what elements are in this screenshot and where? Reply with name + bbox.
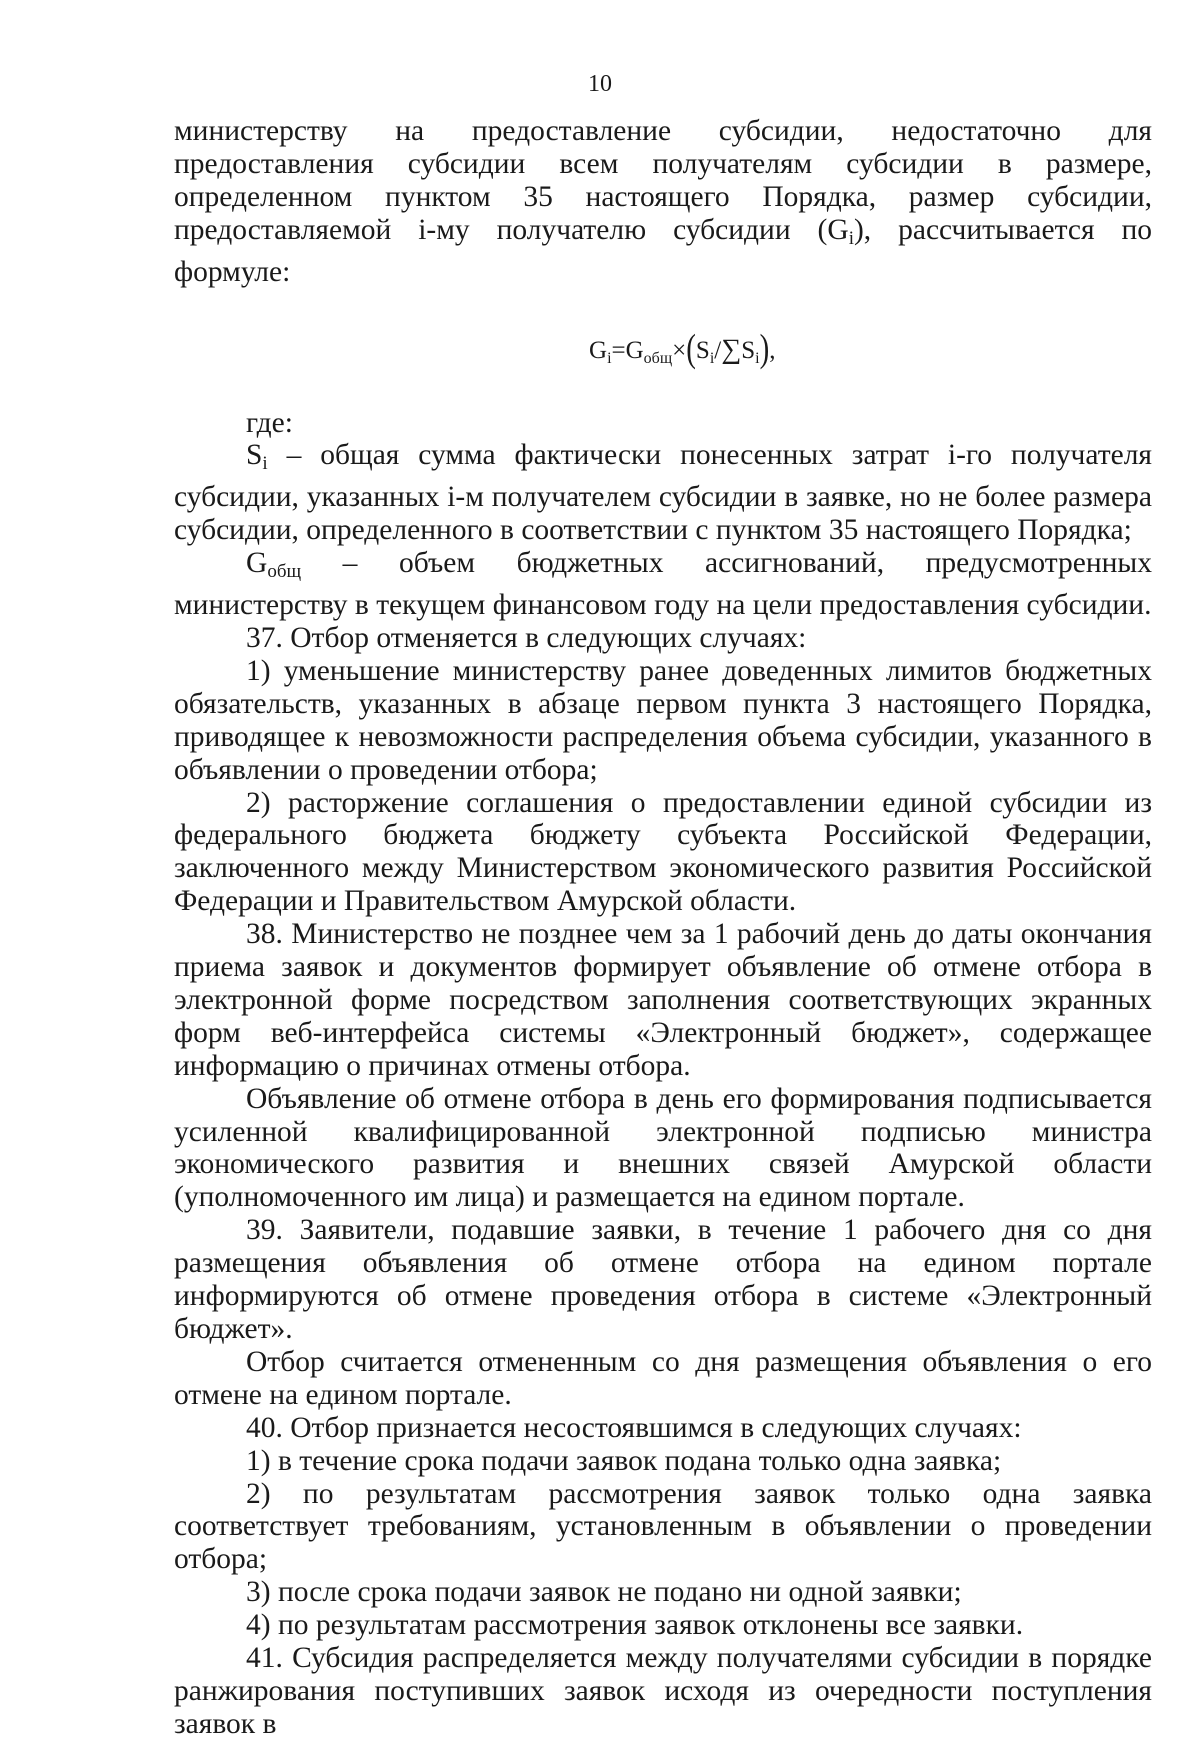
- formula-slash: /: [714, 336, 722, 364]
- document-body: [174, 115, 1152, 1741]
- formula-sub-i-2: i: [709, 349, 715, 367]
- formula-s: S: [695, 336, 710, 364]
- g-letter: G: [246, 547, 268, 580]
- si-text: – общая сумма фактически понесенных затрат i-го получателя субсидии, указанных i-м получателем субсидии в заявке, но не более размера субсидии, определенного в соответствии с пунктом 35 настоящего Порядка;: [174, 439, 1152, 547]
- paragraph-gde: где:: [246, 406, 293, 439]
- si-subscript: i: [262, 453, 268, 475]
- paragraph-40-item-1: 1) в течение срока подачи заявок подана только одна заявка;: [246, 1444, 1002, 1477]
- paragraph-si-definition: [174, 439, 1152, 547]
- paragraph-40-item-4: 4) по результатам рассмотрения заявок отклонены все заявки.: [246, 1609, 1024, 1642]
- page-number: 10: [588, 71, 612, 97]
- paragraph-g-definition: [174, 547, 1152, 622]
- paragraph-37-item-2: 2) расторжение соглашения о предоставлении единой субсидии из федерального бюджета бюджету субъекта Российской Федерации, заключенного между Министерством экономического развития Российской Федерации и Правительством Амурской области.: [174, 786, 1152, 918]
- paragraph-intro: [174, 115, 1152, 289]
- g-subscript: общ: [267, 561, 302, 583]
- paragraph-37-item-1: 1) уменьшение министерству ранее доведенных лимитов бюджетных обязательств, указанных в абзаце первом пункта 3 настоящего Порядка, приводящее к невозможности распределения объема субсидии, указанного в объявлении о проведении отбора;: [174, 654, 1152, 786]
- formula-left-paren: (: [686, 326, 696, 371]
- formula-sub-i-3: i: [755, 349, 760, 367]
- formula-equals-g: =G: [611, 336, 644, 364]
- paragraph-38: 38. Министерство не позднее чем за 1 рабочий день до даты окончания приема заявок и документов формирует объявление об отмене отбора в электронной форме посредством заполнения соответствующих экранных форм веб-интерфейса системы «Электронный бюджет», содержащее информацию о причинах отмены отбора.: [174, 918, 1152, 1082]
- paragraph-39: 39. Заявители, подавшие заявки, в течение 1 рабочего дня со дня размещения объявления об отмене отбора на едином портале информируются об отмене проведения отбора в системе «Электронный бюджет».: [174, 1214, 1152, 1345]
- paragraph-40-item-3: 3) после срока подачи заявок не подано ни одной заявки;: [246, 1576, 962, 1609]
- formula-sum-sign: ∑: [721, 333, 742, 365]
- intro-text: министерству на предоставление субсидии, недостаточно для предоставления субсидии всем получателям субсидии в размере, определенном пунктом 35 настоящего Порядка, размер субсидии, предоставляемой i-му получателю субсидии (G: [174, 115, 1152, 246]
- paragraph-41: 41. Субсидия распределяется между получателями субсидии в порядке ранжирования поступивших заявок исходя из очередности поступления заявок в: [174, 1642, 1152, 1740]
- intro-subscript: i: [848, 227, 854, 249]
- paragraph-39-second: Отбор считается отмененным со дня размещения объявления о его отмене на едином портале.: [174, 1345, 1152, 1411]
- formula-right-paren: ): [759, 326, 770, 371]
- paragraph-37: 37. Отбор отменяется в следующих случаях:: [246, 621, 807, 654]
- formula: [174, 326, 1152, 371]
- formula-sub-obshch: общ: [643, 349, 673, 367]
- g-text: – объем бюджетных ассигнований, предусмотренных министерству в текущем финансовом году на цели предоставления субсидии.: [174, 547, 1152, 622]
- formula-times: ×: [672, 336, 687, 364]
- formula-sub-i: i: [607, 349, 612, 367]
- intro-text-end: ), рассчитывается по формуле:: [174, 213, 1152, 288]
- si-letter: S: [246, 439, 263, 472]
- formula-s-2: S: [741, 336, 756, 364]
- paragraph-38-second: Объявление об отмене отбора в день его формирования подписывается усиленной квалифицированной электронной подписью министра экономического развития и внешних связей Амурской области (уполномоченного им лица) и размещается на едином портале.: [174, 1082, 1152, 1214]
- paragraph-40-item-2: 2) по результатам рассмотрения заявок только одна заявка соответствует требованиям, установленным в объявлении о проведении отбора;: [174, 1477, 1152, 1576]
- formula-comma: ,: [769, 336, 776, 364]
- formula-g: G: [589, 336, 608, 364]
- paragraph-40: 40. Отбор признается несостоявшимся в следующих случаях:: [246, 1411, 1022, 1444]
